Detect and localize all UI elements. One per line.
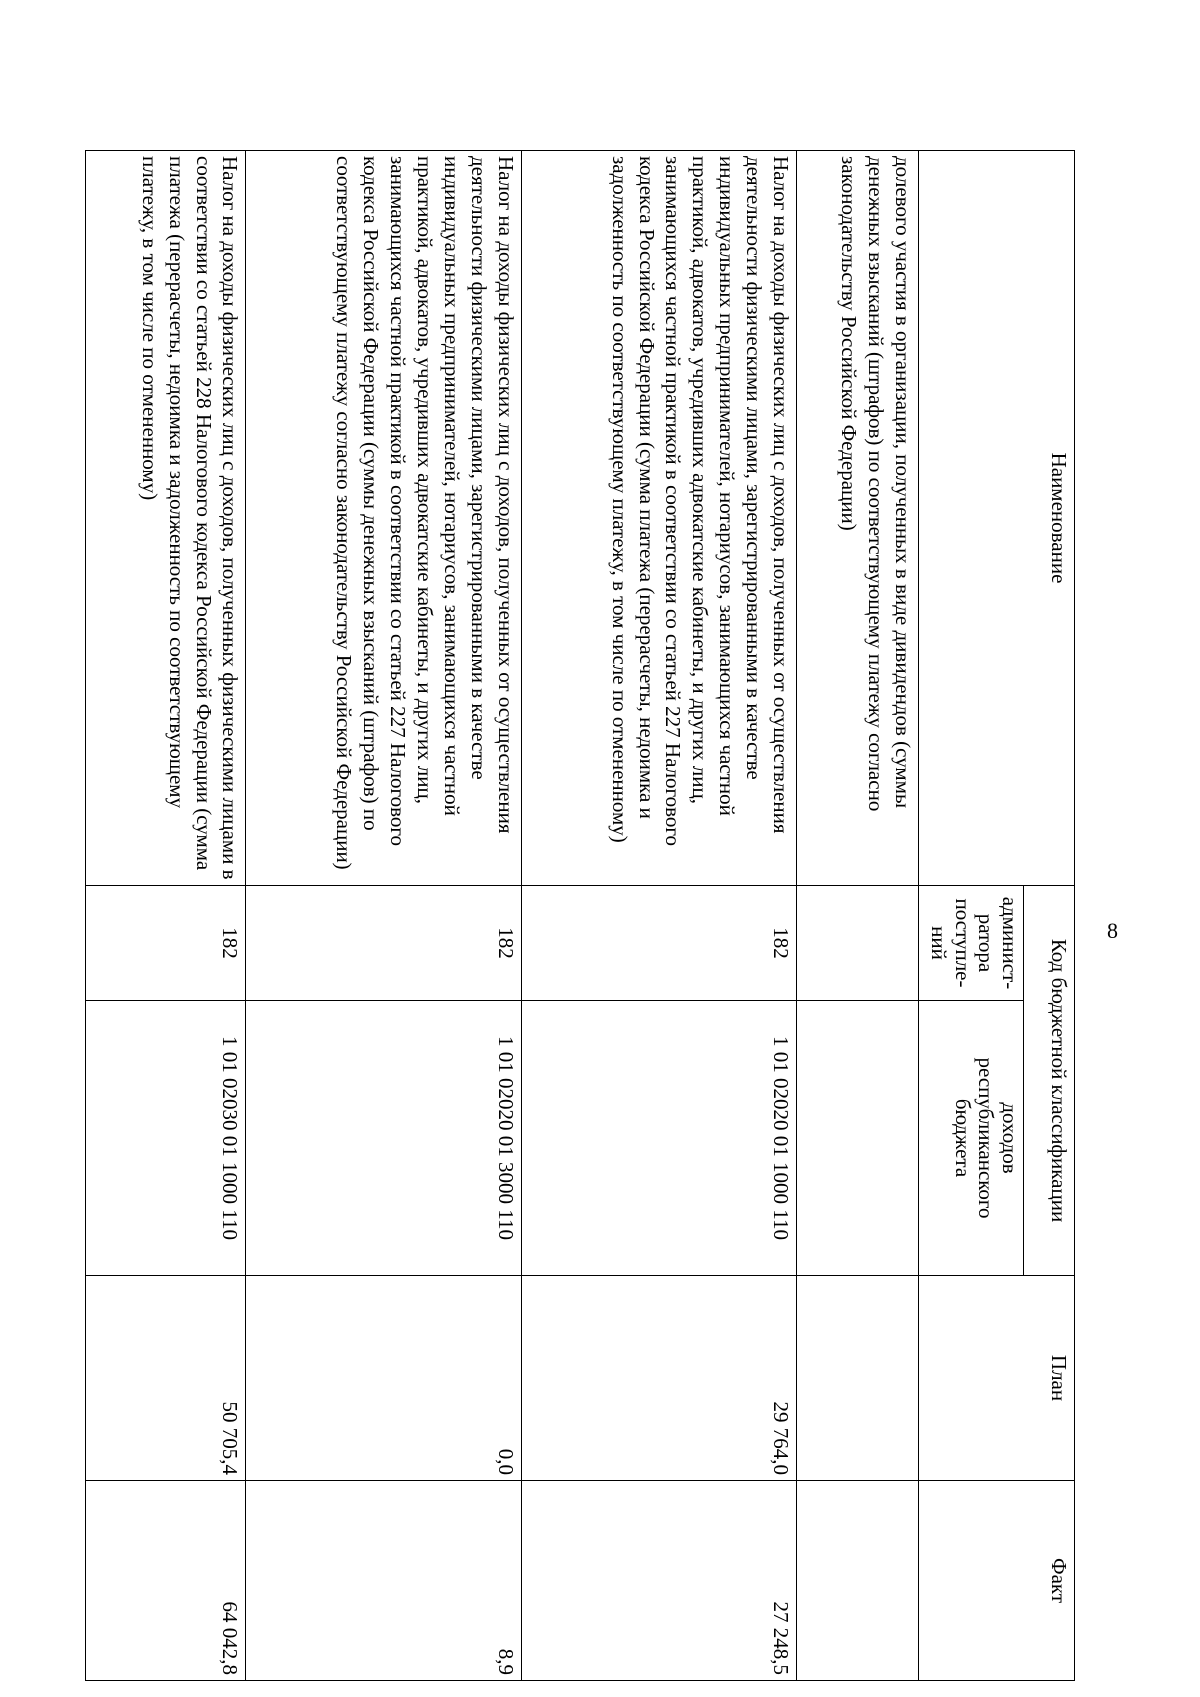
row-fact	[796, 1481, 918, 1681]
page-number: 8	[1107, 918, 1118, 943]
budget-table	[85, 150, 1075, 1681]
header-income: доходов республиканского бюджета	[919, 1001, 1024, 1276]
row-income-code: 1 01 02020 01 1000 110	[521, 1001, 796, 1276]
row-name: долевого участия в организации, полученных в виде дивидендов (суммы денежных взысканий (штрафов) по соответствующему платежу согласно законодательству Российской Федерации)	[796, 151, 918, 886]
header-fact: Факт	[919, 1481, 1075, 1681]
row-plan: 0,0	[246, 1276, 521, 1481]
row-admin-code	[796, 886, 918, 1001]
header-plan: План	[919, 1276, 1075, 1481]
header-code-group: Код бюджетной классификации	[1024, 886, 1075, 1276]
row-name: Налог на доходы физических лиц с доходов, полученных физическими лицами в соответствии со статьей 228 Налогового кодекса Российской Федерации (сумма платежа (перерасчеты, недоимка и задолженность по соответствующему платежу, в том числе по отмененному)	[86, 151, 246, 886]
row-plan: 50 705,4	[86, 1276, 246, 1481]
table-row	[86, 151, 246, 1681]
header-admin: админист- ратора поступле- ний	[919, 886, 1024, 1001]
header-name: Наименование	[919, 151, 1075, 886]
row-income-code: 1 01 02030 01 1000 110	[86, 1001, 246, 1276]
row-name: Налог на доходы физических лиц с доходов, полученных от осуществления деятельности физическими лицами, зарегистрированными в качестве индивидуальных предпринимателей, нотариусов, занимающихся частной практикой, адвокатов, учредивших адвокатские кабинеты, и других лиц, занимающихся частной практикой в соответствии со статьей 227 Налогового кодекса Российской Федерации (сумма платежа (перерасчеты, недоимка и задолженность по соответствующему платежу, в том числе по отмененному)	[521, 151, 796, 886]
row-admin-code: 182	[86, 886, 246, 1001]
rotated-table-area	[85, 150, 1075, 1680]
table-row	[246, 151, 521, 1681]
row-plan	[796, 1276, 918, 1481]
row-fact: 64 042,8	[86, 1481, 246, 1681]
table-row	[796, 151, 918, 1681]
header-row-top	[1024, 151, 1075, 1681]
row-admin-code: 182	[246, 886, 521, 1001]
row-name: Налог на доходы физических лиц с доходов, полученных от осуществления деятельности физическими лицами, зарегистрированными в качестве индивидуальных предпринимателей, нотариусов, занимающихся частной практикой, адвокатов, учредивших адвокатские кабинеты, и других лиц, занимающихся частной практикой в соответствии со статьей 227 Налогового кодекса Российской Федерации (суммы денежных взысканий (штрафов) по соответствующему платежу согласно законодательству Российской Федерации)	[246, 151, 521, 886]
row-fact: 8,9	[246, 1481, 521, 1681]
table-row	[521, 151, 796, 1681]
row-fact: 27 248,5	[521, 1481, 796, 1681]
row-admin-code: 182	[521, 886, 796, 1001]
row-plan: 29 764,0	[521, 1276, 796, 1481]
row-income-code: 1 01 02020 01 3000 110	[246, 1001, 521, 1276]
row-income-code	[796, 1001, 918, 1276]
